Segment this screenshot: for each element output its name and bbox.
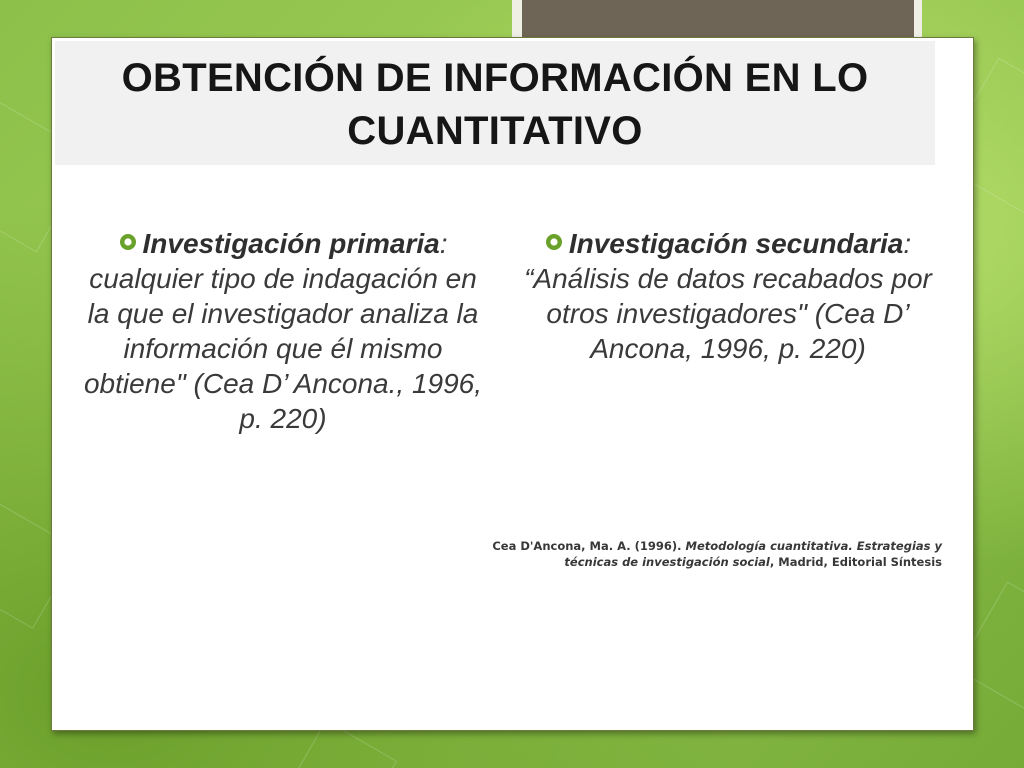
primary-research-definition: cualquier tipo de indagación en la que el investigador analiza la información que él mismo obtiene" (Cea D’ Ancona., 1996, p. 220) <box>83 263 483 434</box>
primary-research-colon: : <box>439 228 448 259</box>
slide-title-line-2: CUANTITATIVO <box>347 109 643 153</box>
circle-bullet-icon <box>545 233 563 251</box>
secondary-research-definition: “Análisis de datos recabados por otros investigadores" (Cea D’ Ancona, 1996, p. 220) <box>524 263 932 364</box>
secondary-research-colon: : <box>903 228 912 259</box>
secondary-research-term: Investigación secundaria <box>568 228 904 259</box>
primary-research-term: Investigación primaria <box>142 228 440 259</box>
primary-research-item <box>78 226 488 436</box>
slide-title-line-1: OBTENCIÓN DE INFORMACIÓN EN LO <box>121 56 869 100</box>
circle-bullet-icon <box>119 233 137 251</box>
citation-work-title: Metodología cuantitativa. Estrategias y técnicas de investigación social <box>564 539 942 569</box>
reference-citation <box>470 538 942 570</box>
citation-publisher: , Madrid, Editorial Síntesis <box>769 555 942 569</box>
citation-author: Cea D'Ancona, Ma. A. (1996). <box>492 539 686 553</box>
top-accent-bar-fill <box>522 0 914 38</box>
slide-title <box>55 52 935 158</box>
secondary-research-item <box>508 226 948 366</box>
